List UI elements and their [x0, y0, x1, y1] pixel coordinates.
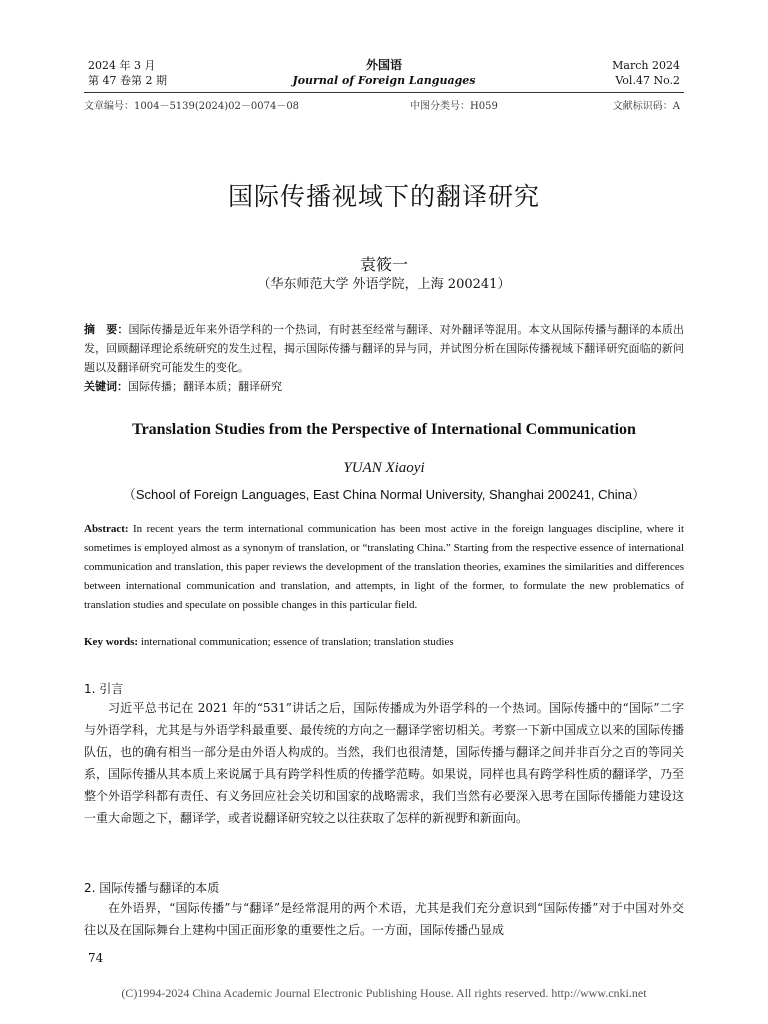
keywords-en-text: international communication; essence of translation; translation studies	[140, 636, 454, 648]
header-divider	[84, 92, 684, 93]
section-heading: 2. 国际传播与翻译的本质	[84, 881, 220, 895]
journal-name-en: Journal of Foreign Languages	[292, 74, 476, 87]
keywords-cn	[84, 378, 684, 394]
journal-name-cn: 外国语	[365, 58, 402, 72]
abstract-en-label: Abstract:	[84, 523, 129, 535]
paper-title-cn: 国际传播视域下的翻译研究	[227, 182, 540, 211]
author-cn: 袁筱一	[359, 255, 408, 274]
keywords-en-label: Key words:	[84, 636, 139, 648]
journal-date-cn: 2024 年 3 月	[88, 59, 156, 72]
abstract-cn-text: 国际传播是近年来外语学科的一个热词，有时甚至经常与翻译、对外翻译等混用。本文从国际传播与翻译的本质出发，回顾翻译理论系统研究的发生过程，揭示国际传播与翻译的异与同，并试图分析在国际传播视域下翻译研究面临的新问题以及翻译研究可能发生的变化。	[84, 323, 684, 374]
abstract-en	[84, 520, 684, 615]
paper-title-en: Translation Studies from the Perspective of International Communication	[132, 421, 636, 438]
section-paragraph: 在外语界，“国际传播”与“翻译”是经常混用的两个术语，尤其是我们充分意识到“国际传播”对于中国对外交往以及在国际舞台上建构中国正面形象的重要性之后。一方面，国际传播凸显成	[84, 901, 684, 937]
keywords-cn-text: 国际传播；翻译本质；翻译研究	[128, 380, 282, 393]
article-number: 文章编号：1004－5139(2024)02－0074－08	[84, 101, 300, 112]
document-code: 文献标识码：A	[612, 101, 680, 112]
abstract-cn	[84, 320, 684, 377]
journal-date-en: March 2024	[612, 59, 680, 72]
author-en: YUAN Xiaoyi	[343, 460, 425, 476]
affiliation-en: （School of Foreign Languages, East China Normal University, Shanghai 200241, China）	[122, 487, 646, 502]
keywords-cn-label: 关键词：	[84, 380, 128, 393]
abstract-cn-label: 摘 要：	[84, 323, 129, 336]
affiliation-cn: （华东师范大学 外语学院，上海 200241）	[257, 277, 511, 292]
journal-volume-en: Vol.47 No.2	[615, 74, 680, 87]
page-number: 74	[88, 951, 104, 965]
section-paragraph: 习近平总书记在 2021 年的“531”讲话之后，国际传播成为外语学科的一个热词。国际传播中的“国际”二字与外语学科，尤其是与外语学科最重要、最传统的方向之一翻译学密切相关。考察一下新中国成立以来的国际传播队伍，也的确有相当一部分是由外语人构成的。当然，我们也很清楚，国际传播与翻译之间并非百分之百的等同关系，国际传播从其本质上来说属于具有跨学科性质的传播学范畴。如果说，同样也具有跨学科性质的翻译学，乃至整个外语学科都有责任、有义务回应社会关切和国家的战略需求，我们当然有必要深入思考在国际传播能力建设这一重大命题之下，翻译学，或者说翻译研究较之以往获取了怎样的新视野和新面向。	[84, 701, 685, 825]
keywords-en	[84, 636, 684, 648]
journal-date-issue-en	[612, 58, 680, 88]
copyright-footer: (C)1994-2024 China Academic Journal Electronic Publishing House. All rights reserved. http://www.cnki.net	[121, 986, 647, 1000]
clc-number: 中图分类号：H059	[410, 101, 498, 112]
journal-volume-cn: 第 47 卷第 2 期	[88, 74, 167, 87]
section-heading: 1. 引言	[84, 682, 124, 696]
abstract-en-text: In recent years the term international communication has been most active in the foreign languages discipline, where it sometimes is employed almost as a synonym of translation, or “translating China.” Starting from the respective essence of international communication and translation, this paper reviews the development of the translation theories, examines the similarities and differences between international communication and translation, and attempts, in light of the former, to formulate the new problematics of translation studies and speculate on possible changes in this particular field.	[84, 523, 684, 611]
